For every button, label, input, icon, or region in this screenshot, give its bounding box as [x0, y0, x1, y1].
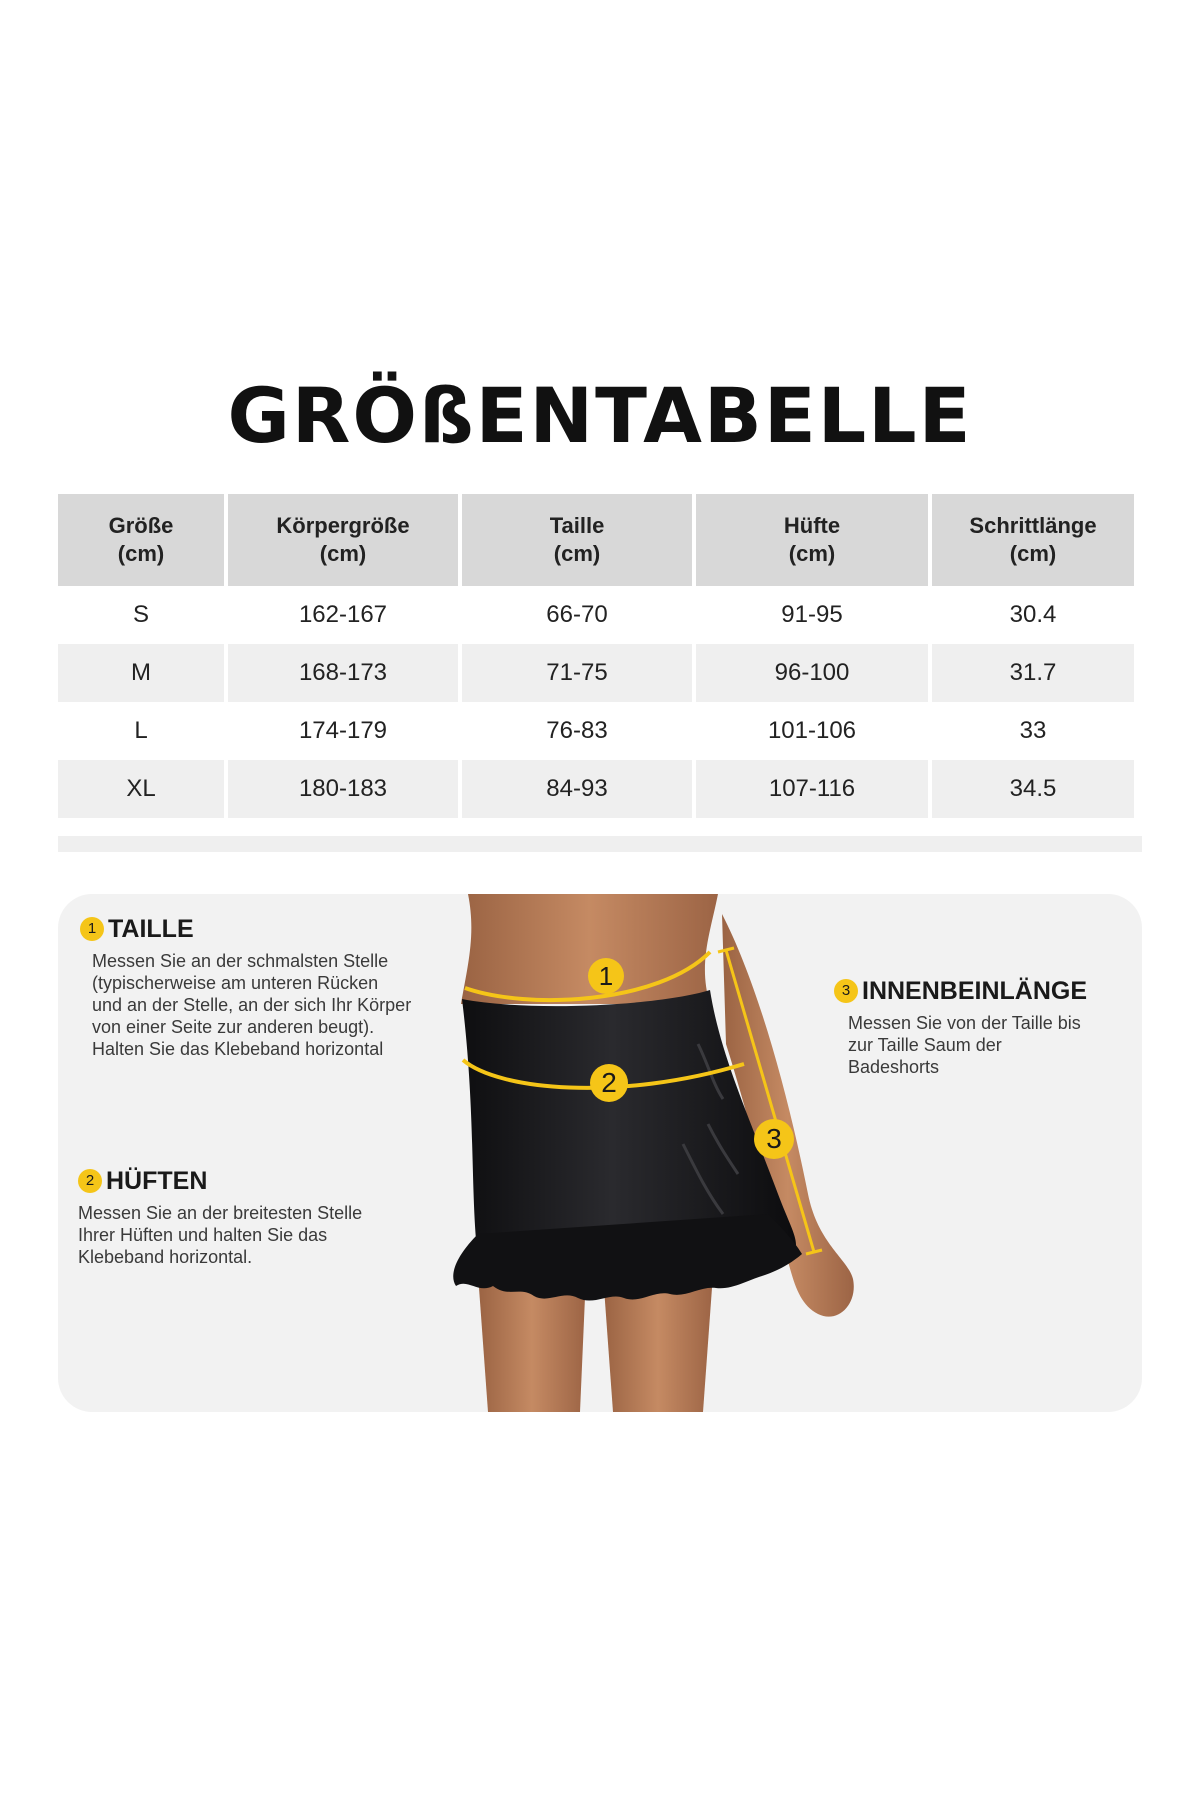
- cell-height: 162-167: [298, 601, 388, 628]
- measurement-guide-panel: [58, 894, 1142, 1412]
- header-size: Größe (cm): [58, 494, 224, 586]
- waist-instructions: [80, 914, 411, 1060]
- cell-hip: 91-95: [781, 601, 843, 628]
- cell-waist: 66-70: [546, 601, 608, 628]
- hip-heading: 2 HÜFTEN: [78, 1166, 362, 1196]
- cell-size: S: [132, 601, 149, 628]
- marker-1-label: 1: [598, 961, 614, 991]
- hip-instructions: [78, 1166, 362, 1268]
- table-row: [58, 760, 1134, 818]
- header-waist: Taille (cm): [462, 494, 692, 586]
- table-header-row: [58, 494, 1134, 586]
- table-row: [58, 644, 1134, 702]
- cell-inseam: 31.7: [932, 644, 1134, 702]
- hip-description: Messen Sie an der breitesten Stelle Ihrer Hüften und halten Sie das Klebeband horizontal.: [78, 1203, 363, 1267]
- table-row: [58, 702, 1134, 760]
- cell-inseam: 34.5: [932, 760, 1134, 818]
- inseam-heading: 3 INNENBEINLÄNGE: [834, 976, 1087, 1006]
- cell-hip: 101-106: [767, 717, 857, 744]
- header-hip: Hüfte (cm): [696, 494, 928, 586]
- waist-heading: 1 TAILLE: [80, 914, 411, 944]
- table-row: [58, 586, 1134, 644]
- marker-2-label: 2: [601, 1067, 617, 1098]
- marker-2-badge: [590, 1064, 628, 1102]
- torso-shape: [461, 894, 718, 1004]
- cell-hip: 96-100: [696, 644, 928, 702]
- cell-waist: 76-83: [546, 717, 608, 744]
- marker-3-label: 3: [766, 1123, 782, 1154]
- cell-size: XL: [58, 760, 224, 818]
- hip-number-badge: 2: [78, 1169, 102, 1193]
- inseam-instructions: [834, 976, 1087, 1078]
- cell-height: 180-183: [228, 760, 458, 818]
- waist-description: Messen Sie an der schmalsten Stelle (typischerweise am unteren Rücken und an der Stelle, an der sich Ihr Körper von einer Seite zur anderen beugt). Halten Sie das Klebeband horizontal: [92, 951, 412, 1059]
- cell-waist: 71-75: [462, 644, 692, 702]
- inseam-description: Messen Sie von der Taille bis zur Taille Saum der Badeshorts: [848, 1013, 1081, 1077]
- cell-inseam: 33: [1019, 717, 1047, 744]
- cell-height: 174-179: [298, 717, 388, 744]
- header-inseam: Schrittlänge (cm): [932, 494, 1134, 586]
- table-footer-band: [58, 836, 1142, 852]
- waist-number-badge: 1: [80, 917, 104, 941]
- size-chart-table: [54, 494, 1138, 818]
- header-height: Körpergröße (cm): [228, 494, 458, 586]
- page-title: GRÖßENTABELLE: [227, 371, 973, 460]
- marker-1-badge: [588, 958, 624, 994]
- cell-hip: 107-116: [696, 760, 928, 818]
- cell-size: L: [134, 717, 148, 744]
- inseam-number-badge: 3: [834, 979, 858, 1003]
- cell-height: 168-173: [228, 644, 458, 702]
- cell-size: M: [58, 644, 224, 702]
- marker-3-badge: [754, 1119, 794, 1159]
- cell-waist: 84-93: [462, 760, 692, 818]
- cell-inseam: 30.4: [1009, 601, 1057, 628]
